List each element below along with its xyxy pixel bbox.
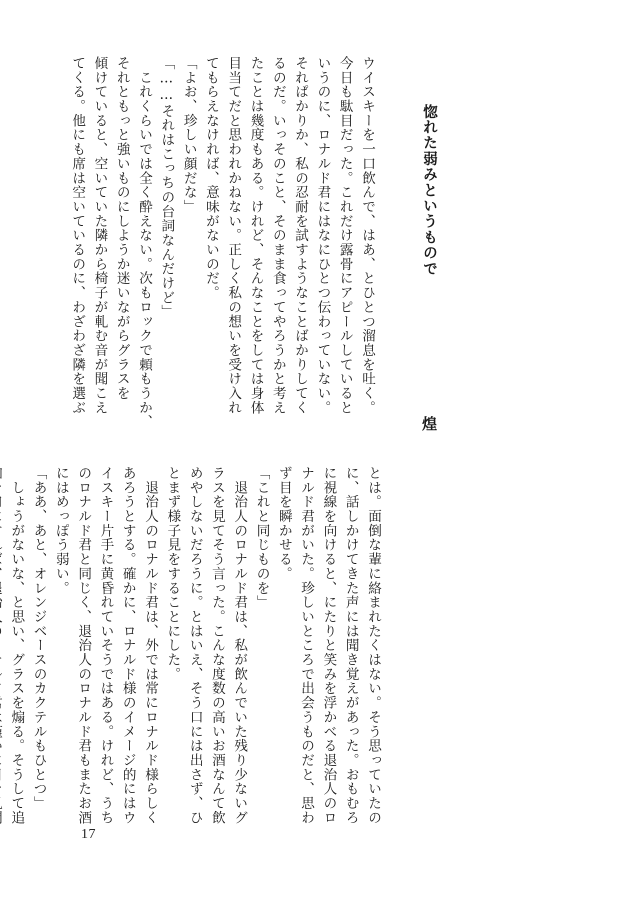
text-line: イスキー片手に黄昏れていそうではある。けれど、うち — [97, 466, 114, 825]
text-line: それともっと強いものにしようか迷いながらグラスを — [113, 56, 130, 401]
text-line: てもらえなければ、意味がないのだ。 — [202, 56, 219, 300]
author-name: 煌 — [420, 416, 438, 431]
text-line: てくる。他にも席は空いているのに、わざわざ隣を選ぶ — [69, 56, 86, 415]
text-line: とまず様子見をすることにした。 — [164, 466, 181, 682]
text-line: 退治人のロナルド君は、私が飲んでいた残り少ないグ — [231, 466, 248, 825]
text-line: あろうとする。確かに、ロナルド様のイメージ的にはウ — [119, 466, 136, 825]
text-line: ラスを見てそう言った。こんな度数の高いお酒なんて飲 — [208, 466, 225, 825]
text-line: 傾けていると、空いていた隣から椅子が軋む音が聞こえ — [91, 56, 108, 415]
text-line: るのだ。いっそのこと、そのまま食ってやろうかと考え — [269, 56, 286, 415]
text-line: に、話しかけてきた声には聞き覚えがあった。おもむろ — [342, 466, 359, 825]
lower-text-block — [8, 466, 384, 846]
text-line: とは。面倒な輩に絡まれたくはない。そう思っていたの — [365, 466, 381, 825]
text-line: 目当てだと思われかねない。正しく私の想いを受け入れ — [225, 56, 242, 415]
story-title: 惚れた弱みというもので — [421, 104, 438, 277]
text-line: に視線を向けると、にたりと笑みを浮かべる退治人のロ — [320, 466, 337, 825]
text-line: のロナルド君と同じく、退治人のロナルド君もまたお酒 — [75, 466, 92, 825]
text-line: それぱかりか、私の忍耐を試すようなことばかりしてく — [292, 56, 309, 415]
text-line: 今日も駄目だった。これだけ露骨にアピールしていると — [336, 56, 353, 415]
text-line: いうのに、ロナルド君にはなにひとつ伝わっていない。 — [314, 56, 331, 415]
text-line: ナルド君がいた。珍しいところで出会うものだと、思わ — [298, 466, 315, 825]
text-line: 「よお、珍しい顔だな」 — [180, 56, 197, 214]
text-line: 「これと同じものを」 — [253, 466, 270, 610]
text-line: 「……それはこっちの台詞なんだけど」 — [158, 56, 175, 320]
text-line: しょうがないな、と思い、グラスを煽る。そうして追 — [8, 466, 25, 825]
text-line — [0, 466, 5, 846]
text-line: これくらいでは全く酔えない。次もロックで頼もうか、 — [136, 56, 153, 430]
text-line: ず目を瞬かせる。 — [275, 466, 292, 581]
text-line: にはめっぽう弱い。 — [52, 466, 69, 596]
text-line: 「ああ、あと、オレンジベースのカクテルもひとつ」 — [30, 466, 47, 811]
upper-text-block — [66, 56, 378, 436]
text-line: ウイスキーを一口飲んで、はあ、とひとつ溜息を吐く。 — [359, 56, 375, 415]
page-number: 17 — [81, 827, 96, 842]
text-line: めやしないだろうに。とはいえ、そう口には出さず、ひ — [186, 466, 203, 825]
text-line: たことは幾度もある。けれど、そんなことをしては身体 — [247, 56, 264, 415]
text-line: 退治人のロナルド君は、外では常にロナルド様らしく — [142, 466, 159, 825]
